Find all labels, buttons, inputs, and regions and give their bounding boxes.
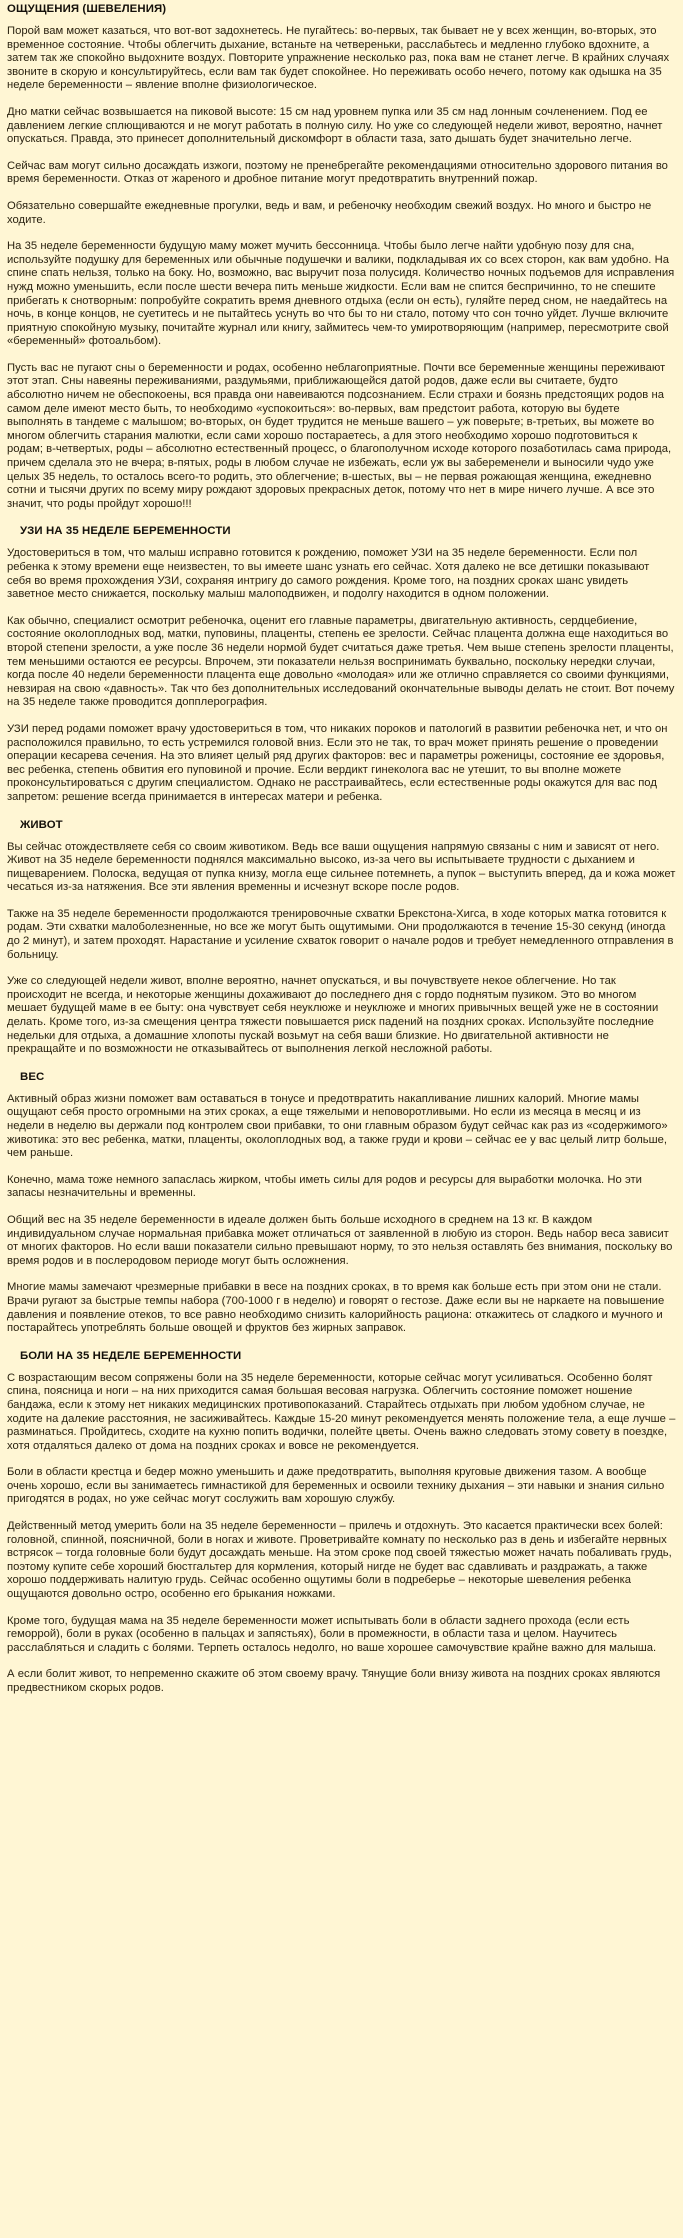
paragraph: С возрастающим весом сопряжены боли на 35 неделе беременности, которые сейчас могут усиливаться. Особенно болят спина, поясница и ноги – на них приходится самая большая весовая нагрузка. Облегчить состояние поможет ношение бандажа, если к этому нет никаких медицинских противопоказаний. Старайтесь отдыхать при любом удобном случае, не ходите на далекие расстояния, не засиживайтесь. Каждые 15-20 минут рекомендуется менять положение тела, а еще лучше – разминаться. Пройдитесь, сходите на кухню попить водички, полейте цветы. Очень важно следовать этому совету в поездке, хотя отдаляться далеко от дома на поздних сроках и вовсе не рекомендуется. [7, 1371, 676, 1452]
paragraph: Активный образ жизни поможет вам оставаться в тонусе и предотвратить накапливание лишних калорий. Многие мамы ощущают себя просто огромными на этих сроках, а еще тяжелыми и неповоротливыми. Но если из месяца в месяц и из недели в неделю вы держали под контролем свои прибавки, то они главным образом будут сейчас как раз из «содержимого» животика: это вес ребенка, матки, плаценты, околоплодных вод, а также груди и крови – сейчас ее у вас целый литр больше, чем раньше. [7, 1092, 668, 1160]
section-pain [7, 1349, 676, 1696]
paragraph: Боли в области крестца и бедер можно уменьшить и даже предотвратить, выполняя круговые движения тазом. А вообще очень хорошо, если вы занимаетесь гимнастикой для беременных и освоили технику дыхания – эти навыки и знания сильно пригодятся в родах, но уже сейчас могут сослужить вам хорошую службу. [7, 1466, 665, 1506]
paragraph: Кроме того, будущая мама на 35 неделе беременности может испытывать боли в области заднего прохода (если есть геморрой), боли в руках (особенно в пальцах и запястьях), боли в промежности, в области таза и целом. Научитесь расслабляться и сладить с болями. Терпеть осталось недолго, но ваше хорошее самочувствие крайне важно для малыша. [7, 1614, 657, 1654]
section-weight [7, 1070, 676, 1336]
paragraph: Уже со следующей недели живот, вполне вероятно, начнет опускаться, и вы почувствуете некое облегчение. Но так происходит не всегда, и некоторые женщины дохаживают до последнего дня с гордо поднятым пузиком. Это во многом мешает будущей маме в ее быту: она чувствует себя неуклюже и неуклюже и многих привычных вещей уже не в состоянии делать. Кроме того, из-за смещения центра тяжести повышается риск падений на поздних сроках. Используйте последние недельки для отдыха, а домашние хлопоты пускай возьмут на себя ваши близкие. Но двигательной активности не прекращайте и по возможности не отказывайтесь от выполнения легкой несложной работы. [7, 975, 659, 1056]
paragraph: Действенный метод умерить боли на 35 неделе беременности – прилечь и отдохнуть. Это касается практически всех болей: головной, спинной, поясничной, боли в ногах и животе. Проветривайте комнату по несколько раз в день и избегайте нервных встрясок – тогда головные боли будут досаждать меньше. На этом сроке под своей тяжестью может начать побаливать грудь, поэтому купите себе хороший бюстгальтер для кормления, который нигде не будет вас сдавливать и раздражать, а также хорошо поддерживать налитую грудь. Сейчас особенно ощутимы боли в подреберье – некоторые шевеления ребенка ощущаются довольно остро, особенно его брыкания ножками. [7, 1520, 672, 1601]
paragraph: Многие мамы замечают чрезмерные прибавки в весе на поздних сроках, в то время как больше есть при этом они не стали. Врачи ругают за быстрые темпы набора (700-1000 г в неделю) и говорят о гестозе. Даже если вы не наркаете на повышение давления и появление отеков, то все равно необходимо снизить калорийность рациона: откажитесь от сладкого и мучного и постарайтесь употреблять больше овощей и фруктов без жирных заправок. [7, 1281, 665, 1335]
section-heading: ЖИВОТ [20, 818, 63, 831]
paragraph: Дно матки сейчас возвышается на пиковой высоте: 15 см над уровнем пупка или 35 см над лонным сочленением. Под ее давлением легкие сплющиваются и не могут работать в полную силу. Но уже со следующей недели живот, вероятно, начнет опускаться. Правда, это принесет дополнительный дискомфорт в области таза, зато дышать будет значительно легче. [7, 105, 663, 146]
paragraph: А если болит живот, то непременно скажите об этом своему врачу. Тянущие боли внизу живота на поздних сроках являются предвестником скорых родов. [7, 1668, 661, 1694]
paragraph: Вы сейчас отождествляете себя со своим животиком. Ведь все ваши ощущения напрямую связаны с ним и зависят от него. Живот на 35 неделе беременности поднялся максимально высоко, из-за чего вы испытываете трудности с дыханием и пищеварением. Полоска, ведущая от пупка книзу, могла еще сильнее потемнеть, а пупок – выступить вперед, да и кожа может чесаться из-за натяжения. Все эти явления временны и исчезнут вскоре после родов. [7, 840, 676, 894]
paragraph: Общий вес на 35 неделе беременности в идеале должен быть больше исходного в среднем на 13 кг. В каждом индивидуальном случае нормальная прибавка может отличаться от заявленной в любую из сторон. Ведь набор веса зависит от многих факторов. Но если ваши показатели сильно превышают норму, то это нельзя оставлять без внимания, поскольку во время родов и в послеродовом периоде могут быть осложнения. [7, 1213, 673, 1267]
paragraph: Обязательно совершайте ежедневные прогулки, ведь и вам, и ребеночку необходим свежий воздух. Но много и быстро не ходите. [7, 199, 652, 226]
section-belly [7, 818, 676, 1057]
section-heading: ВЕС [20, 1070, 45, 1083]
paragraph: Пусть вас не пугают сны о беременности и родах, особенно неблагоприятные. Почти все беременные женщины переживают этот этап. Сны навеяны переживаниями, раздумьями, приближающейся датой родов, даже если вы считаете, будто абсолютно ничем не обеспокоены, вся правда они навеиваются подсознанием. Если страхи и боязнь предстоящих родов на самом деле имеют место быть, то необходимо «успокоиться»: во-первых, вам предстоит работа, которую вы будете выполнять в тандеме с малышом; во-вторых, он будет трудится не меньше вашего – уж поверьте; в-третьих, вы можете во многом облегчить старания малютки, если сами хорошо постараетесь, а для этого необходимо хорошо подготовиться к родам; в-четвертых, роды – абсолютно естественный процесс, о благополучном исходе которого позаботилась сама природа, причем сделала это не вчера; в-пятых, роды в любом случае не избежать, если уж вы забеременели и выносили чудо уже целых 35 недель, то осталось всего-то родить, это облегчение; в-шестых, вы – не первая рожающая женщина, ежедневно сотни и тысячи других по всему миру рождают здоровых прекрасных деток, потому что нет в мире ничего лучше. А все это значит, что роды пройдут хорошо!!! [7, 361, 672, 510]
paragraph: Как обычно, специалист осмотрит ребеночка, оценит его главные параметры, двигательную активность, сердцебиение, состояние околоплодных вод, матки, пуповины, плаценты, степень ее зрелости. Сейчас плацента должна еще находиться во второй степени зрелости, а уже после 36 недели нормой будет считаться даже третья. Чем выше степень зрелости плаценты, тем меньшими остаются ее ресурсы. Впрочем, эти показатели нельзя воспринимать буквально, поскольку нередки случаи, когда после 40 недели беременности плацента еще довольно «молодая» или же отлично справляется со своими функциями, невзирая на свою «давность». Так что без дополнительных исследований окончательные выводы делать не стоит. Вот почему на 35 неделе также проводится допплерография. [7, 614, 675, 709]
paragraph: Конечно, мама тоже немного запаслась жирком, чтобы иметь силы для родов и ресурсы для выработки молочка. Но эти запасы незначительны и временны. [7, 1173, 642, 1200]
paragraph: Также на 35 неделе беременности продолжаются тренировочные схватки Брекстона-Хигса, в ходе которых матка готовится к родам. Эти схватки малоболезненные, но все же могут быть ощутимыми. Они продолжаются в течение 15-30 секунд (иногда до 2 минут), и затем проходят. Нарастание и усиление схваток говорит о начале родов и требует немедленного отправления в больницу. [7, 907, 674, 961]
paragraph: Удостовериться в том, что малыш исправно готовится к рождению, поможет УЗИ на 35 неделе беременности. Если пол ребенка к этому времени еще неизвестен, то вы имеете шанс узнать его сейчас. Хотя далеко не все детишки показывают себя во время прохождения УЗИ, сохраняя интригу до самого рождения. Кроме того, на поздних сроках шанс увидеть заветное место снижается, поскольку малыш малоподвижен, и подолгу находится в одном положении. [7, 547, 650, 601]
paragraph: На 35 неделе беременности будущую маму может мучить бессонница. Чтобы было легче найти удобную позу для сна, используйте подушку для беременных или обычные подушечки и валики, подкладывая их со всех сторон, как вам удобно. На спине спать нельзя, только на боку. Но, возможно, вас выручит поза полусидя. Количество ночных подъемов для исправления нужд можно уменьшить, если после шести вечера пить меньше жидкости. Если вам не спится беспричинно, то не спешите прибегать к снотворным: попробуйте сократить время дневного отдыха (если он есть), гуляйте перед сном, не наедайтесь на ночь, в конце концов, не суетитесь и не пытайтесь уснуть во что бы то ни стало, потому что сон точно уйдет. Лучше включите приятную спокойную музыку, почитайте журнал или книгу, займитесь чем-то умиротворяющим (например, пересмотрите свой «беременный» фотоальбом). [7, 240, 675, 348]
section-heading: БОЛИ НА 35 НЕДЕЛЕ БЕРЕМЕННОСТИ [20, 1349, 242, 1362]
section-heading: ОЩУЩЕНИЯ (ШЕВЕЛЕНИЯ) [7, 3, 167, 15]
section-heading: УЗИ НА 35 НЕДЕЛЕ БЕРЕМЕННОСТИ [20, 525, 231, 538]
paragraph: Порой вам может казаться, что вот-вот задохнетесь. Не пугайтесь: во-первых, так бывает не у всех женщин, во-вторых, это временное состояние. Чтобы облегчить дыхание, встаньте на четвереньки, расслабьтесь и медленно глубоко вдохните, а затем так же спокойно выдохните воздух. Повторите упражнение несколько раз, пока вам не станет легче. В крайних случаях звоните в скорую и консультируйтесь, если вам так будет спокойнее. Но переживать особо нечего, потому как одышка на 35 неделе беременности – явление вполне физиологическое. [7, 25, 670, 92]
section-feelings [7, 2, 676, 511]
paragraph: УЗИ перед родами поможет врачу удостовериться в том, что никаких пороков и патологий в развитии ребеночка нет, и что он расположился правильно, то есть устремился головой вниз. Если это не так, то врач может принять решение о проведении операции кесарева сечения. На это влияет целый ряд других факторов: вес и параметры роженицы, состояние ее здоровья, вес ребенка, степень обвития его пуповиной и прочие. Если вердикт гинеколога вас не утешит, то вы вполне можете проконсультироваться с другим специалистом. Однако не расстраивайтесь, если естественные роды окажутся для вас под запретом: решение всегда принимается в интересах матери и ребенка. [7, 722, 668, 803]
section-ultrasound [7, 524, 676, 804]
paragraph: Сейчас вам могут сильно досаждать изжоги, поэтому не пренебрегайте рекомендациями относительно здорового питания во время беременности. Отказ от жареного и дробное питание могут предотвратить внутренний пожар. [7, 159, 668, 186]
